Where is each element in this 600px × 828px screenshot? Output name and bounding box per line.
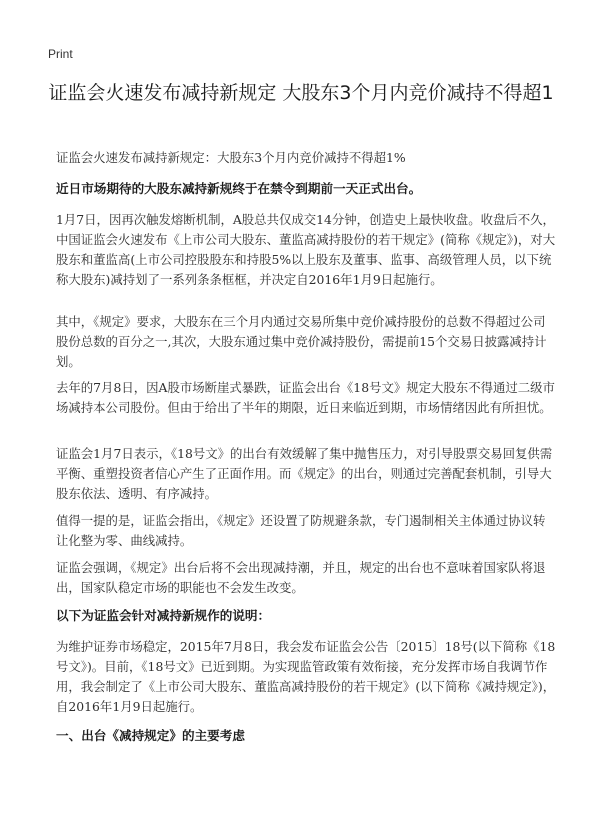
page-title: 证监会火速发布减持新规定 大股东3个月内竞价减持不得超1: [48, 82, 554, 104]
body-paragraph: 1月7日，因再次触发熔断机制，A股总共仅成交14分钟，创造史上最快收盘。收盘后不久，中国证监会火速发布《上市公司大股东、董监高减持股份的若干规定》(简称《规定》)，对大股东和董监高(上市公司控股股东和持股5%以上股东及董事、监事、高级管理人员，以下统称大股东)减持划了一系列条条框框，并决定自2016年1月9日起施行。: [56, 212, 556, 287]
section-heading: 以下为证监会针对减持新规作的说明：: [56, 608, 271, 623]
print-link[interactable]: Print: [48, 47, 73, 61]
body-paragraph: 证监会强调，《规定》出台后将不会出现减持潮，并且，规定的出台也不意味着国家队将退出，国家队稳定市场的职能也不会发生改变。: [56, 560, 546, 595]
article-subtitle: 证监会火速发布减持新规定：大股东3个月内竞价减持不得超1%: [56, 150, 406, 165]
body-paragraph: 证监会1月7日表示，《18号文》的出台有效缓解了集中抛售压力，对引导股票交易回复供需平衡、重塑投资者信心产生了正面作用。而《规定》的出台，则通过完善配套机制，引导大股东依法、透明、有序减持。: [56, 446, 553, 501]
subsection-heading: 一、出台《减持规定》的主要考虑: [56, 728, 245, 743]
body-paragraph: 值得一提的是，证监会指出，《规定》还设置了防规避条款，专门遏制相关主体通过协议转让化整为零、曲线减持。: [56, 513, 546, 548]
lead-paragraph: 近日市场期待的大股东减持新规终于在禁令到期前一天正式出台。: [56, 181, 422, 196]
explanation-paragraph: 为维护证券市场稳定，2015年7月8日，我会发布证监会公告〔2015〕18号(以下简称《18号文》)。目前，《18号文》已近到期。为实现监管政策有效衔接，充分发挥市场自我调节作用，我会制定了《上市公司大股东、董监高减持股份的若干规定》(以下简称《减持规定》)，自2016年1月9日起施行。: [56, 639, 556, 714]
body-paragraph: 其中，《规定》要求，大股东在三个月内通过交易所集中竞价减持股份的总数不得超过公司股份总数的百分之一,其次，大股东通过集中竞价减持股份，需提前15个交易日披露减持计划。: [56, 314, 547, 369]
body-paragraph: 去年的7月8日，因A股市场断崖式暴跌，证监会出台《18号文》规定大股东不得通过二级市场减持本公司股份。但由于给出了半年的期限，近日来临近到期，市场情绪因此有所担忧。: [56, 380, 555, 415]
